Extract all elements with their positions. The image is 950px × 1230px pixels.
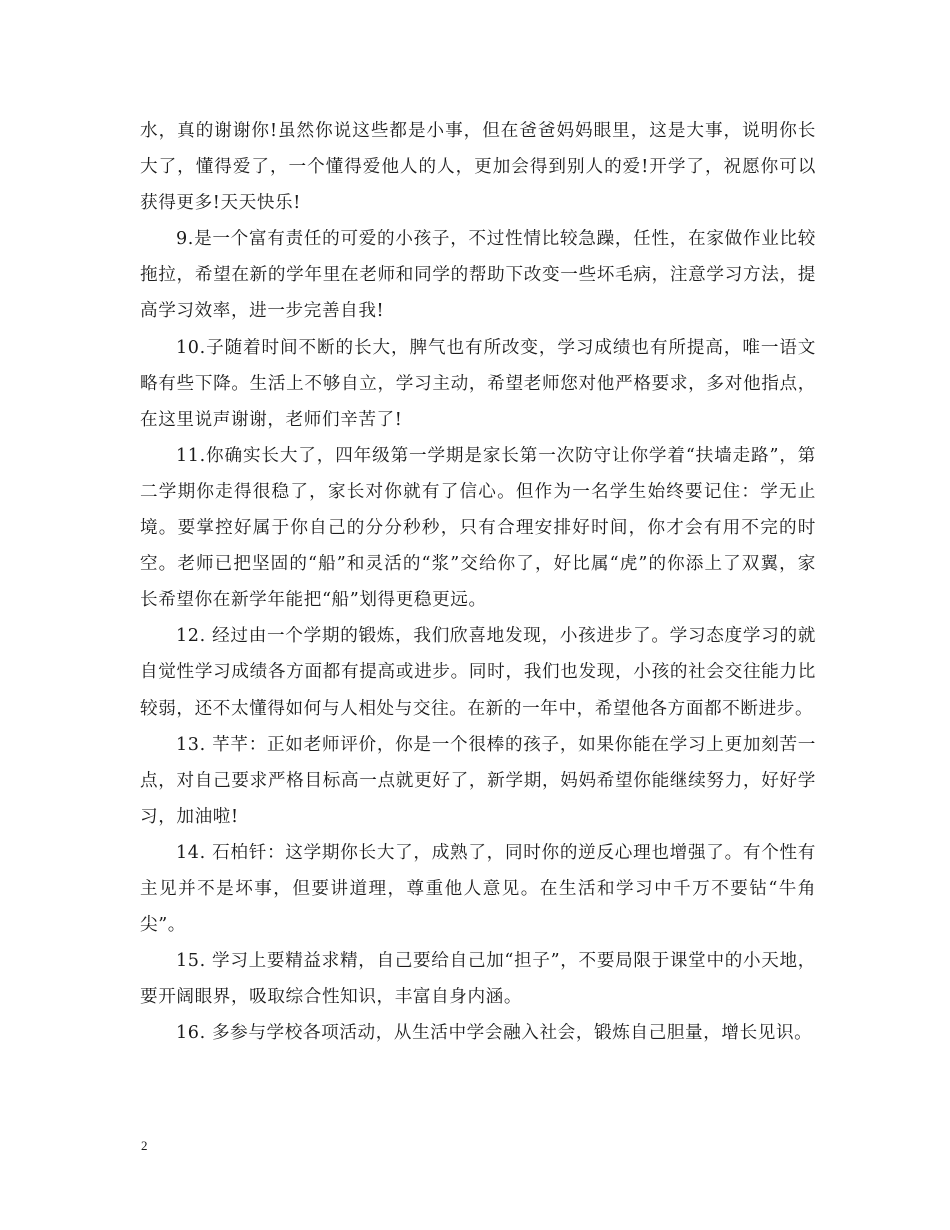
paragraph-continuation: 水，真的谢谢你!虽然你说这些都是小事，但在爸爸妈妈眼里，这是大事，说明你长大了，懂得爱了，一个懂得爱他人的人，更加会得到别人的爱!开学了，祝愿你可以获得更多!天天快乐! (140, 121, 816, 214)
paragraph-item-14: 14. 石柏钎：这学期你长大了，成熟了，同时你的逆反心理也增强了。有个性有主见并不是坏事，但要讲道理，尊重他人意见。在生活和学习中千万不要钻“牛角尖”。 (140, 842, 816, 936)
paragraph-item-12: 12. 经过由一个学期的锻炼，我们欣喜地发现，小孩进步了。学习态度学习的就自觉性学习成绩各方面都有提高或进步。同时，我们也发现，小孩的社会交往能力比较弱，还不太懂得如何与人相处与交往。在新的一年中，希望他各方面都不断进步。 (140, 626, 816, 719)
paragraph-item-9: 9.是一个富有责任的可爱的小孩子，不过性情比较急躁，任性，在家做作业比较拖拉，希望在新的学年里在老师和同学的帮助下改变一些坏毛病，注意学习方法，提高学习效率，进一步完善自我! (140, 229, 816, 322)
paragraph-item-11: 11.你确实长大了，四年级第一学期是家长第一次防守让你学着“扶墙走路”，第二学期你走得很稳了，家长对你就有了信心。但作为一名学生始终要记住：学无止境。要掌控好属于你自己的分分秒秒，只有合理安排好时间，你才会有用不完的时空。老师已把坚固的“船”和灵活的“浆”交给你了，好比属“虎”的你添上了双翼，家长希望你在新学年能把“船”划得更稳更远。 (140, 445, 816, 611)
paragraph-item-13: 13. 芊芊：正如老师评价，你是一个很棒的孩子，如果你能在学习上更加刻苦一点，对自己要求严格目标高一点就更好了，新学期，妈妈希望你能继续努力，好好学习，加油啦! (140, 734, 816, 827)
page-number: 2 (141, 1138, 148, 1153)
paragraph-item-10: 10.子随着时间不断的长大，脾气也有所改变，学习成绩也有所提高，唯一语文略有些下降。生活上不够自立，学习主动，希望老师您对他严格要求，多对他指点，在这里说声谢谢，老师们辛苦了! (140, 337, 816, 430)
document-body (140, 113, 816, 1051)
paragraph-item-15: 15. 学习上要精益求精，自己要给自己加“担子”，不要局限于课堂中的小天地，要开阔眼界，吸取综合性知识，丰富自身内涵。 (140, 951, 816, 1008)
paragraph-item-16: 16. 多参与学校各项活动，从生活中学会融入社会，锻炼自己胆量，增长见识。 (176, 1023, 813, 1044)
